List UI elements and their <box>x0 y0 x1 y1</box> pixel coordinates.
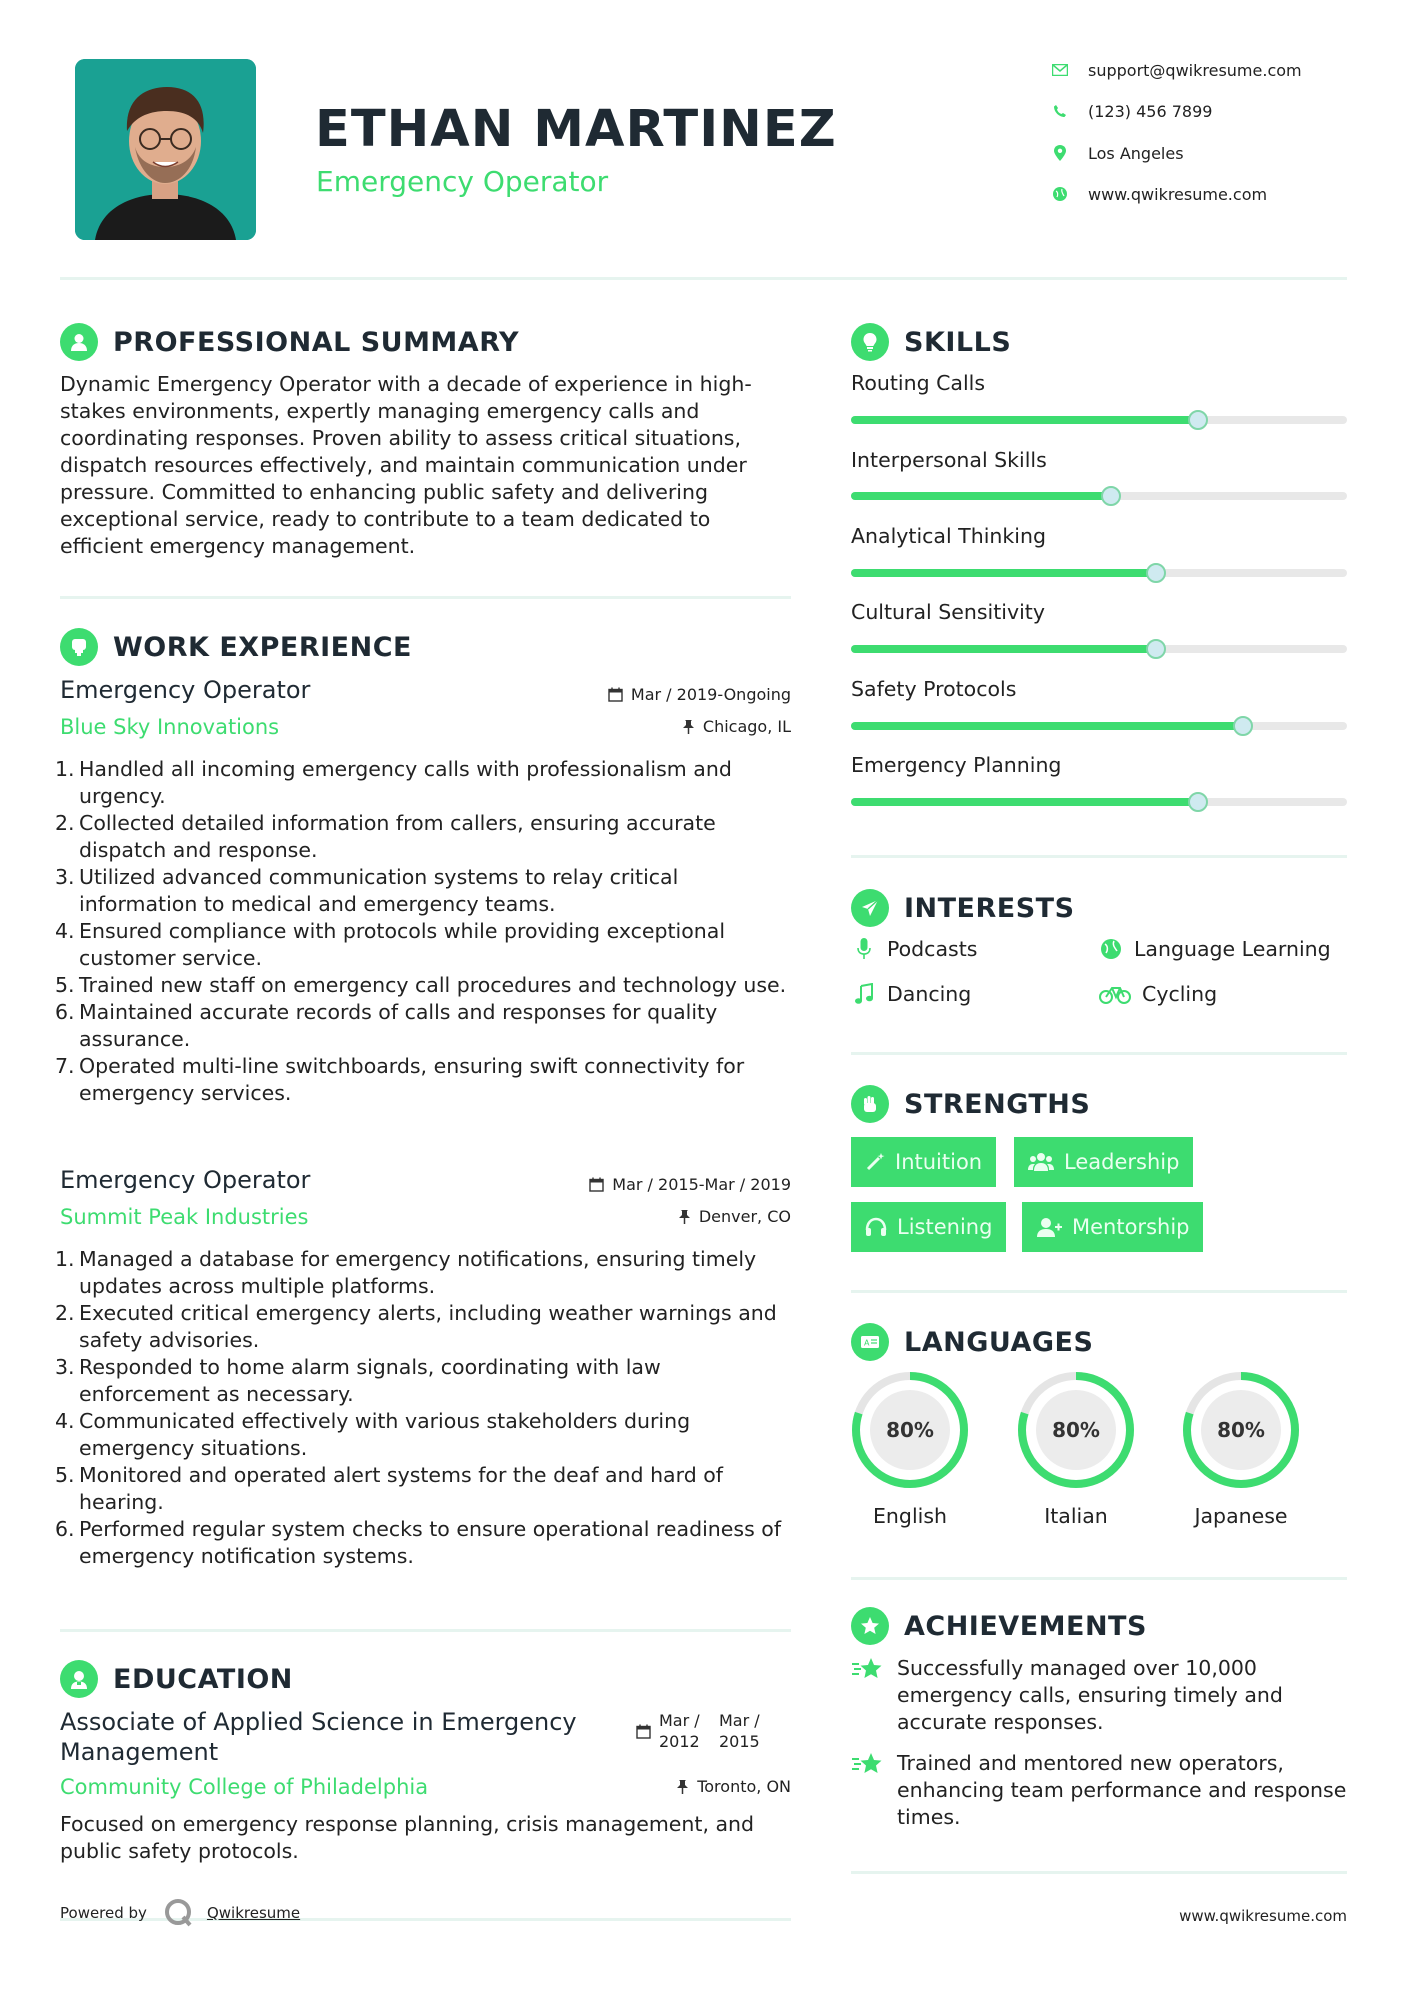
calendar-icon <box>636 1724 651 1739</box>
phone-icon <box>1050 101 1070 121</box>
skill-bar <box>851 569 1347 577</box>
job-2-title: Emergency Operator <box>60 1166 311 1194</box>
contact-website[interactable] <box>1050 179 1390 209</box>
list-item: 1. Handled all incoming emergency calls with professionalism and urgency. <box>55 757 732 808</box>
skills-divider <box>851 855 1347 858</box>
fist-icon <box>851 1085 889 1123</box>
globe-icon <box>1050 184 1070 204</box>
candidate-title: Emergency Operator <box>316 165 609 198</box>
achievement-item: Successfully managed over 10,000 emergency calls, ensuring timely and accurate responses. <box>851 1655 1351 1736</box>
language-percent: 80% <box>1052 1418 1100 1442</box>
job-1-location: Chicago, IL <box>682 717 791 736</box>
language-ring <box>1016 1370 1136 1490</box>
list-item: 3. Utilized advanced communication systems to relay critical information to medical and emergency teams. <box>55 865 679 916</box>
interest-item: Dancing <box>851 981 971 1007</box>
graduate-icon <box>60 1660 98 1698</box>
strength-tag: Mentorship <box>1022 1202 1203 1252</box>
achievements-heading: ACHIEVEMENTS <box>851 1607 1147 1645</box>
list-item: 4. Ensured compliance with protocols while providing exceptional customer service. <box>55 919 726 970</box>
interests-divider <box>851 1052 1347 1055</box>
pushpin-icon <box>682 719 695 734</box>
job-2-company: Summit Peak Industries <box>60 1205 309 1229</box>
globe-icon <box>1098 936 1124 962</box>
list-item: 1. Managed a database for emergency notifications, ensuring timely updates across multiple platforms. <box>55 1247 757 1298</box>
education-date: Mar / 2012 Mar / 2015 <box>636 1710 765 1752</box>
job-2-date: Mar / 2015-Mar / 2019 <box>589 1175 791 1194</box>
languages-heading: A LANGUAGES <box>851 1323 1093 1361</box>
achievements-divider <box>851 1871 1347 1874</box>
magic-wand-icon <box>865 1152 885 1172</box>
bicycle-icon <box>1098 981 1132 1007</box>
education-description: Focused on emergency response planning, crisis management, and public safety protocols. <box>60 1812 755 1863</box>
language-name: Italian <box>1044 1504 1108 1528</box>
education-heading: EDUCATION <box>60 1660 293 1698</box>
headphones-icon <box>865 1217 887 1237</box>
music-note-icon <box>851 981 877 1007</box>
contact-email[interactable] <box>1050 55 1390 85</box>
achievement-item: Trained and mentored new operators, enhancing team performance and response times. <box>851 1750 1351 1831</box>
skills-heading: SKILLS <box>851 323 1011 361</box>
interest-item: Podcasts <box>851 936 977 962</box>
star-icon <box>851 1750 885 1780</box>
language-ring <box>850 1370 970 1490</box>
skill-bar <box>851 645 1347 653</box>
user-plus-icon <box>1036 1217 1062 1237</box>
pushpin-icon <box>676 1779 689 1794</box>
summary-text: Dynamic Emergency Operator with a decade of experience in high-stakes environments, expertly managing emergency calls and coordinating responses. Proven ability to assess critical situations, dispatch resources effectively, and maintain communication under pressure. Committed to enhancing public safety and delivering exceptional service, ready to contribute to a team dedicated to efficient emergency management. <box>60 372 752 558</box>
skill-label: Safety Protocols <box>851 677 1017 701</box>
microphone-icon <box>851 936 877 962</box>
profile-photo <box>75 59 256 240</box>
language-percent: 80% <box>1217 1418 1265 1442</box>
briefcase-icon <box>60 628 98 666</box>
list-item: 3. Responded to home alarm signals, coordinating with law enforcement as necessary. <box>55 1355 661 1406</box>
interests-heading: INTERESTS <box>851 889 1075 927</box>
envelope-icon <box>1050 60 1070 80</box>
interest-item: Language Learning <box>1098 936 1331 962</box>
summary-heading: PROFESSIONAL SUMMARY <box>60 323 519 361</box>
list-item: 2. Executed critical emergency alerts, including weather warnings and safety advisories. <box>55 1301 777 1352</box>
skill-label: Cultural Sensitivity <box>851 600 1045 624</box>
user-icon <box>60 323 98 361</box>
strengths-divider <box>851 1290 1347 1293</box>
list-item: 7. Operated multi-line switchboards, ensuring swift connectivity for emergency services. <box>55 1054 745 1105</box>
contact-phone[interactable] <box>1050 96 1390 126</box>
experience-divider <box>60 1629 791 1632</box>
list-item: 4. Communicated effectively with various stakeholders during emergency situations. <box>55 1409 691 1460</box>
star-badge-icon <box>851 1607 889 1645</box>
education-school: Community College of Philadelphia <box>60 1775 429 1799</box>
contact-website-text: www.qwikresume.com <box>1088 184 1268 204</box>
interest-item: Cycling <box>1098 981 1217 1007</box>
list-item: 5. Monitored and operated alert systems for the deaf and hard of hearing. <box>55 1463 723 1514</box>
users-icon <box>1028 1152 1054 1172</box>
paper-plane-icon <box>851 889 889 927</box>
contact-phone-text: (123) 456 7899 <box>1088 101 1213 121</box>
contact-location-text: Los Angeles <box>1088 143 1184 163</box>
list-item: 2. Collected detailed information from callers, ensuring accurate dispatch and response. <box>55 811 716 862</box>
skill-label: Emergency Planning <box>851 753 1062 777</box>
contact-email-text: support@qwikresume.com <box>1088 60 1302 80</box>
skill-bar <box>851 416 1347 424</box>
powered-by: Powered by Qwikresume <box>60 1897 300 1929</box>
education-degree: Associate of Applied Science in Emergency Management <box>60 1708 577 1766</box>
svg-text:A: A <box>864 1338 870 1348</box>
skill-bar <box>851 492 1347 500</box>
list-item: 6. Maintained accurate records of calls and responses for quality assurance. <box>55 1000 718 1051</box>
qwikresume-link[interactable]: Qwikresume <box>206 1904 301 1922</box>
job-1-date: Mar / 2019-Ongoing <box>608 685 791 704</box>
job-2-location: Denver, CO <box>678 1207 791 1226</box>
header-divider <box>60 277 1347 280</box>
language-name: Japanese <box>1194 1504 1288 1528</box>
strength-tag: Intuition <box>851 1137 996 1187</box>
skill-label: Analytical Thinking <box>851 524 1046 548</box>
job-2-bullets <box>55 1246 795 1570</box>
language-ring <box>1181 1370 1301 1490</box>
location-pin-icon <box>1050 143 1070 163</box>
summary-divider <box>60 596 791 599</box>
skill-bar <box>851 722 1347 730</box>
skill-bar <box>851 798 1347 806</box>
job-1-bullets <box>55 756 795 1107</box>
languages-divider <box>851 1577 1347 1580</box>
strength-tag: Listening <box>851 1202 1006 1252</box>
footer-url[interactable]: www.qwikresume.com <box>1179 1907 1347 1925</box>
skill-label: Routing Calls <box>851 371 986 395</box>
pushpin-icon <box>678 1209 691 1224</box>
skill-label: Interpersonal Skills <box>851 448 1047 472</box>
job-1-company: Blue Sky Innovations <box>60 715 280 739</box>
contact-location <box>1050 138 1390 168</box>
education-location: Toronto, ON <box>676 1777 791 1796</box>
qwikresume-logo-icon <box>163 1897 195 1929</box>
calendar-icon <box>589 1177 604 1192</box>
language-icon <box>851 1323 889 1361</box>
candidate-name: ETHAN MARTINEZ <box>315 100 837 159</box>
strength-tag: Leadership <box>1014 1137 1193 1187</box>
strengths-heading: STRENGTHS <box>851 1085 1090 1123</box>
experience-heading: WORK EXPERIENCE <box>60 628 412 666</box>
list-item: 5. Trained new staff on emergency call procedures and technology use. <box>55 973 787 997</box>
job-1-title: Emergency Operator <box>60 676 311 704</box>
calendar-icon <box>608 687 623 702</box>
language-percent: 80% <box>886 1418 934 1442</box>
list-item: 6. Performed regular system checks to ensure operational readiness of emergency notification systems. <box>55 1517 782 1568</box>
language-name: English <box>872 1504 948 1528</box>
lightbulb-icon <box>851 323 889 361</box>
star-icon <box>851 1655 885 1685</box>
